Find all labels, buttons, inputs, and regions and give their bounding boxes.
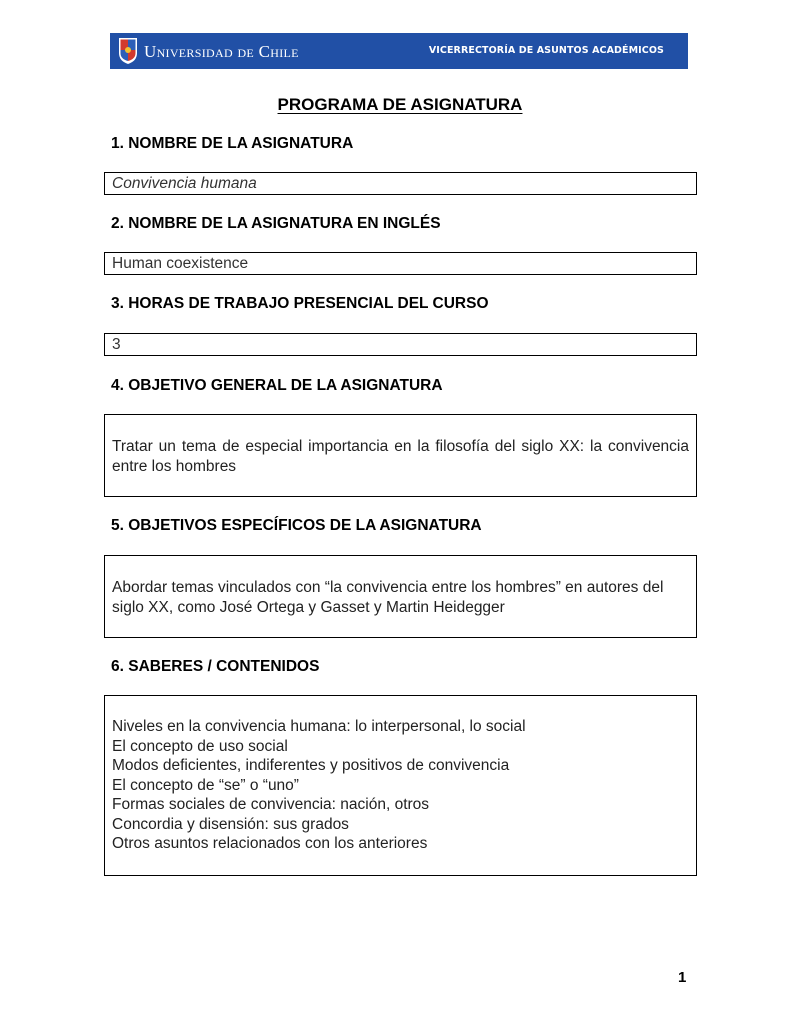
field-objetivo-general — [104, 414, 697, 497]
list-item: Concordia y disensión: sus grados — [112, 815, 349, 833]
field-value: 3 — [112, 336, 121, 353]
field-nombre-asignatura — [104, 172, 697, 195]
section-heading-saberes: 6. SABERES / CONTENIDOS — [111, 658, 320, 675]
section-heading-horas: 3. HORAS DE TRABAJO PRESENCIAL DEL CURSO — [111, 295, 489, 312]
field-objetivos-especificos — [104, 555, 697, 638]
field-value: Abordar temas vinculados con “la convivencia entre los hombres” en autores del siglo XX, como José Ortega y Gasset y Martin Heidegger — [112, 579, 664, 616]
field-saberes-contenidos — [104, 695, 697, 876]
field-value: Convivencia humana — [112, 175, 257, 192]
section-heading-objetivo-general: 4. OBJETIVO GENERAL DE LA ASIGNATURA — [111, 377, 443, 394]
field-nombre-ingles — [104, 252, 697, 275]
section-heading-nombre-ingles: 2. NOMBRE DE LA ASIGNATURA EN INGLÉS — [111, 215, 441, 232]
page-title: PROGRAMA DE ASIGNATURA — [277, 95, 523, 114]
field-value: Human coexistence — [112, 255, 249, 272]
university-name: Universidad de Chile — [144, 42, 299, 61]
header-banner — [110, 33, 688, 69]
list-item: El concepto de uso social — [112, 737, 288, 755]
section-heading-objetivos-especificos: 5. OBJETIVOS ESPECÍFICOS DE LA ASIGNATURA — [111, 517, 482, 534]
list-item: Modos deficientes, indiferentes y positivos de convivencia — [112, 757, 510, 774]
vicerrectoria-label: VICERRECTORÍA DE ASUNTOS ACADÉMICOS — [428, 45, 664, 56]
section-heading-nombre: 1. NOMBRE DE LA ASIGNATURA — [111, 135, 354, 152]
list-item: El concepto de “se” o “uno” — [112, 776, 299, 794]
list-item: Niveles en la convivencia humana: lo interpersonal, lo social — [112, 718, 526, 735]
list-item: Otros asuntos relacionados con los anteriores — [112, 835, 428, 852]
university-crest-icon — [118, 37, 138, 65]
page-number: 1 — [678, 969, 687, 986]
field-horas-presencial — [104, 333, 697, 356]
list-item: Formas sociales de convivencia: nación, otros — [112, 796, 430, 813]
field-value: Tratar un tema de especial importancia en la filosofía del siglo XX: la convivencia entre los hombres — [112, 438, 689, 475]
